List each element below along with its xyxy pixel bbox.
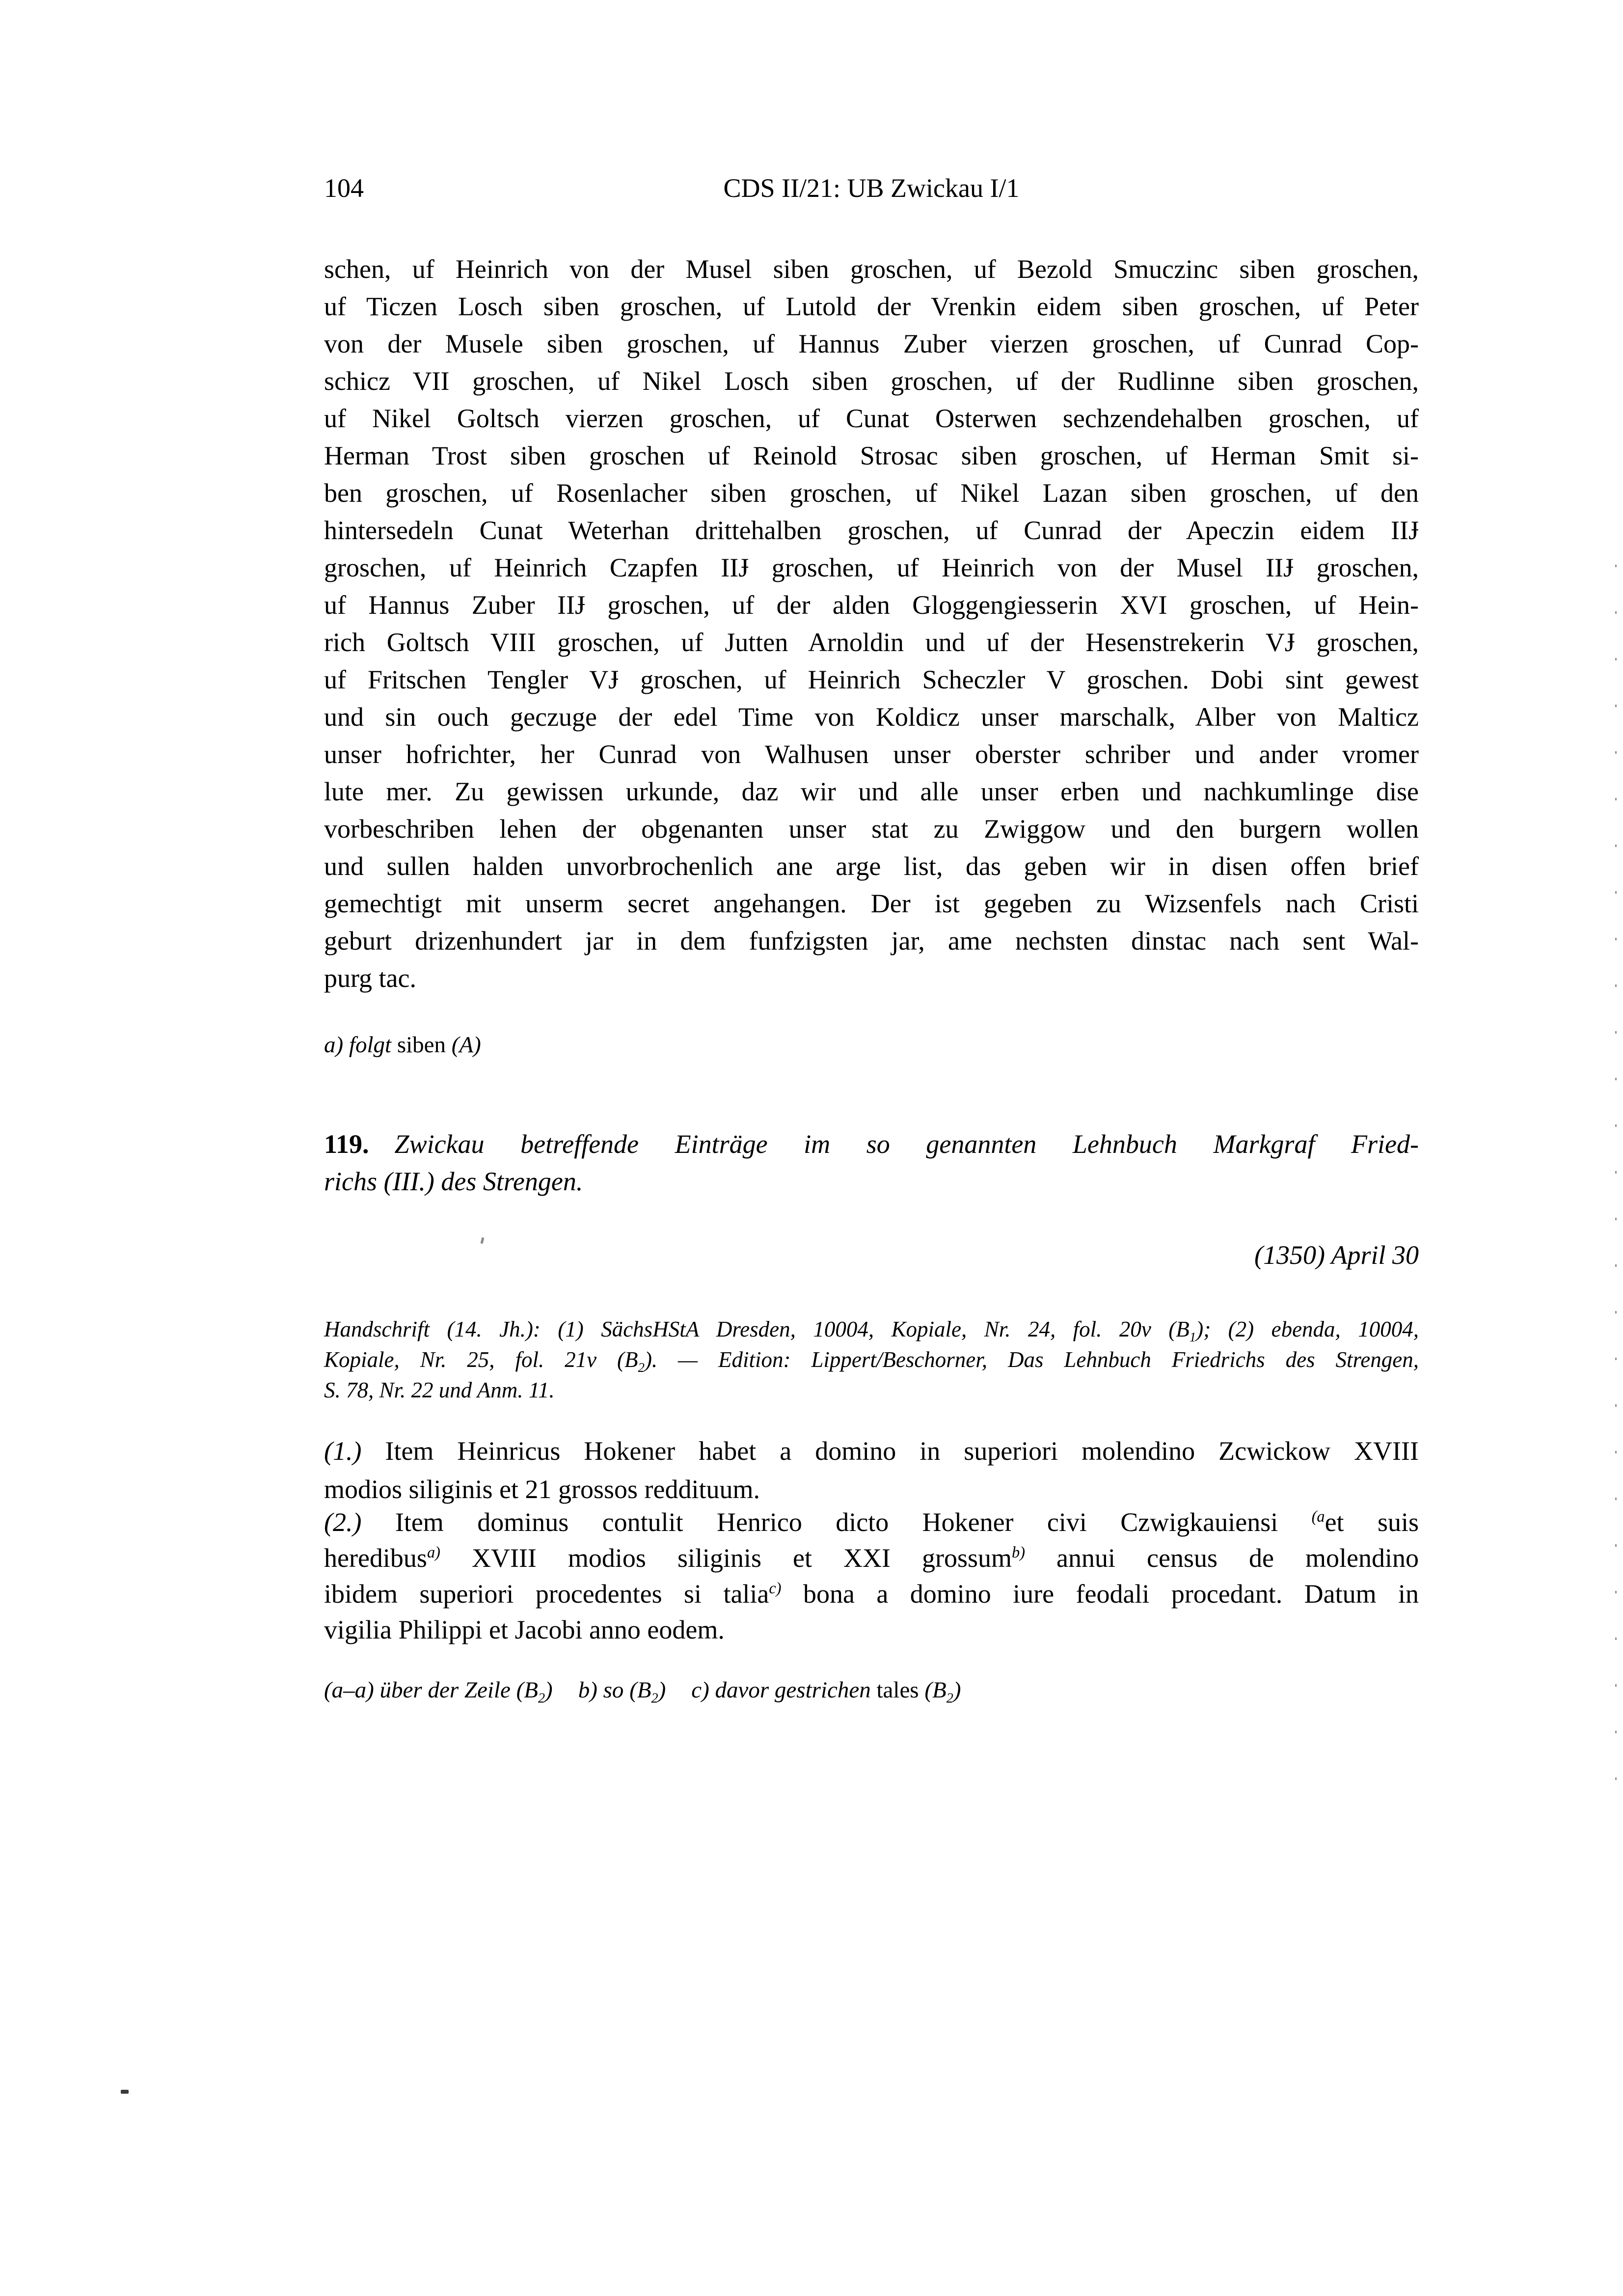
text-line: purg tac.: [324, 963, 416, 993]
entry-119-apparatus: [324, 1314, 1419, 1405]
text-line: uf Fritschen Tengler VɈ groschen, uf Heinrich Scheczler V groschen. Dobi sint gewest: [324, 665, 1419, 694]
text-segment: XVIII modios siliginis et XXI grossum: [440, 1543, 1012, 1573]
text-segment: 1: [1189, 1330, 1196, 1344]
text-line: uf Ticzen Losch siben groschen, uf Lutold der Vrenkin eidem siben groschen, uf Peter: [324, 292, 1419, 321]
text-segment: 2: [651, 1691, 658, 1706]
running-header: [324, 173, 1419, 212]
text-segment: ): [953, 1677, 961, 1703]
text-segment: Item dominus contulit Henrico dicto Hokener civi Czwigkauiensi: [361, 1507, 1312, 1537]
entry-119-text-1: [324, 1432, 1419, 1508]
text-line: unser hofrichter, her Cunrad von Walhusen unser oberster schriber und ander vromer: [324, 739, 1419, 769]
text-segment: 119.: [324, 1129, 369, 1159]
scan-artifact-speck: [121, 2090, 129, 2094]
text-segment: (B: [924, 1677, 947, 1703]
text-segment: a): [427, 1544, 440, 1561]
text-segment: (a: [1311, 1508, 1325, 1526]
charter-118-body-text: [324, 250, 1419, 997]
text-line: [324, 1344, 1419, 1375]
scan-artifact-dotted-line: [1615, 565, 1617, 1792]
text-line: Herman Trost siben groschen uf Reinold Strosac siben groschen, uf Herman Smit si-: [324, 441, 1419, 470]
text-segment: ibidem superiori procedentes si talia: [324, 1579, 769, 1609]
text-segment: ). — Edition: Lippert/Beschorner, Das Lehnbuch Friedrichs des Strengen,: [644, 1347, 1419, 1372]
text-line: [324, 1375, 1419, 1405]
text-line: schicz VII groschen, uf Nikel Losch siben groschen, uf der Rudlinne siben groschen,: [324, 366, 1419, 396]
text-line: [324, 1504, 1419, 1540]
text-line: [324, 1125, 1419, 1163]
text-segment: modios siliginis et 21 grossos reddituum.: [324, 1475, 760, 1504]
text-segment: (2.): [324, 1507, 362, 1537]
text-segment: b): [1012, 1544, 1026, 1561]
text-segment: heredibus: [324, 1543, 427, 1573]
text-segment: tales: [876, 1677, 925, 1703]
running-title: CDS II/21: UB Zwickau I/1: [723, 173, 1020, 203]
charter-118-footnote: [324, 1030, 1419, 1060]
text-line: [324, 1470, 1419, 1508]
text-segment: 2: [638, 1360, 645, 1375]
text-line: gemechtigt mit unserm secret angehangen. Der ist gegeben zu Wizsenfels nach Cristi: [324, 889, 1419, 918]
text-segment: Handschrift (14. Jh.): (1) SächsHStA Dresden, 10004, Kopiale, Nr. 24, fol. 20v (B: [324, 1317, 1190, 1341]
text-segment: (a–a) über der Zeile (B: [324, 1677, 538, 1703]
text-segment: annui census de molendino: [1025, 1543, 1419, 1573]
text-segment: Item Heinricus Hokener habet a domino in superiori molendino Zcwickow XVIII: [361, 1436, 1419, 1466]
text-segment: vigilia Philippi et Jacobi anno eodem.: [324, 1615, 725, 1644]
text-segment: (A): [451, 1032, 481, 1058]
text-segment: c) davor gestrichen: [691, 1677, 877, 1703]
text-line: [324, 1432, 1419, 1470]
text-segment: richs (III.) des Strengen.: [324, 1167, 583, 1196]
text-segment: ): [658, 1677, 666, 1703]
text-line: und sin ouch geczuge der edel Time von Koldicz unser marschalk, Alber von Malticz: [324, 702, 1419, 732]
text-segment: siben: [397, 1032, 452, 1058]
text-segment: S. 78, Nr. 22 und Anm. 11.: [324, 1378, 555, 1402]
text-line: groschen, uf Heinrich Czapfen IIɈ groschen, uf Heinrich von der Musel IIɈ groschen,: [324, 553, 1419, 582]
text-segment: ): [545, 1677, 553, 1703]
text-segment: c): [769, 1580, 782, 1597]
text-line: [324, 1314, 1419, 1344]
text-segment: bona a domino iure feodali procedant. Datum in: [781, 1579, 1419, 1609]
text-line: schen, uf Heinrich von der Musel siben groschen, uf Bezold Smuczinc siben groschen,: [324, 254, 1419, 284]
entry-119-footnote: [324, 1675, 1419, 1705]
entry-119-date: (1350) April 30: [1254, 1240, 1419, 1270]
text-segment: et suis: [1325, 1507, 1419, 1537]
text-line: vorbeschriben lehen der obgenanten unser stat zu Zwiggow und den burgern wollen: [324, 814, 1419, 844]
text-line: rich Goltsch VIII groschen, uf Jutten Arnoldin und uf der Hesenstrekerin VɈ groschen,: [324, 628, 1419, 657]
page-number: 104: [324, 173, 364, 203]
text-line: uf Hannus Zuber IIɈ groschen, uf der alden Gloggengiesserin XVI groschen, uf Hein-: [324, 590, 1419, 620]
text-line: und sullen halden unvorbrochenlich ane arge list, das geben wir in disen offen brief: [324, 851, 1419, 881]
text-line: [324, 1576, 1419, 1612]
text-line: [324, 1540, 1419, 1576]
text-line: von der Musele siben groschen, uf Hannus Zuber vierzen groschen, uf Cunrad Cop-: [324, 329, 1419, 358]
entry-119-heading: [324, 1125, 1419, 1200]
text-segment: ); (2) ebenda, 10004,: [1196, 1317, 1419, 1341]
text-segment: 2: [538, 1691, 545, 1706]
text-segment: 2: [946, 1691, 953, 1706]
text-segment: Zwickau betreffende Einträge im so genannten Lehnbuch Markgraf Fried-: [394, 1129, 1419, 1159]
text-segment: Kopiale, Nr. 25, fol. 21v (B: [324, 1347, 638, 1372]
text-line: lute mer. Zu gewissen urkunde, daz wir und alle unser erben und nachkumlinge dise: [324, 777, 1419, 806]
text-line: [324, 1612, 1419, 1648]
text-line: hintersedeln Cunat Weterhan drittehalben groschen, uf Cunrad der Apeczin eidem IIɈ: [324, 516, 1419, 545]
text-segment: b) so (B: [578, 1677, 651, 1703]
text-line: uf Nikel Goltsch vierzen groschen, uf Cunat Osterwen sechzendehalben groschen, uf: [324, 404, 1419, 433]
text-line: geburt drizenhundert jar in dem funfzigsten jar, ame nechsten dinstac nach sent Wal-: [324, 926, 1419, 956]
text-line: [324, 1163, 1419, 1200]
text-line: ben groschen, uf Rosenlacher siben groschen, uf Nikel Lazan siben groschen, uf den: [324, 478, 1419, 508]
text-segment: a) folgt: [324, 1032, 397, 1058]
entry-119-text-2: [324, 1504, 1419, 1648]
text-segment: (1.): [324, 1436, 362, 1466]
